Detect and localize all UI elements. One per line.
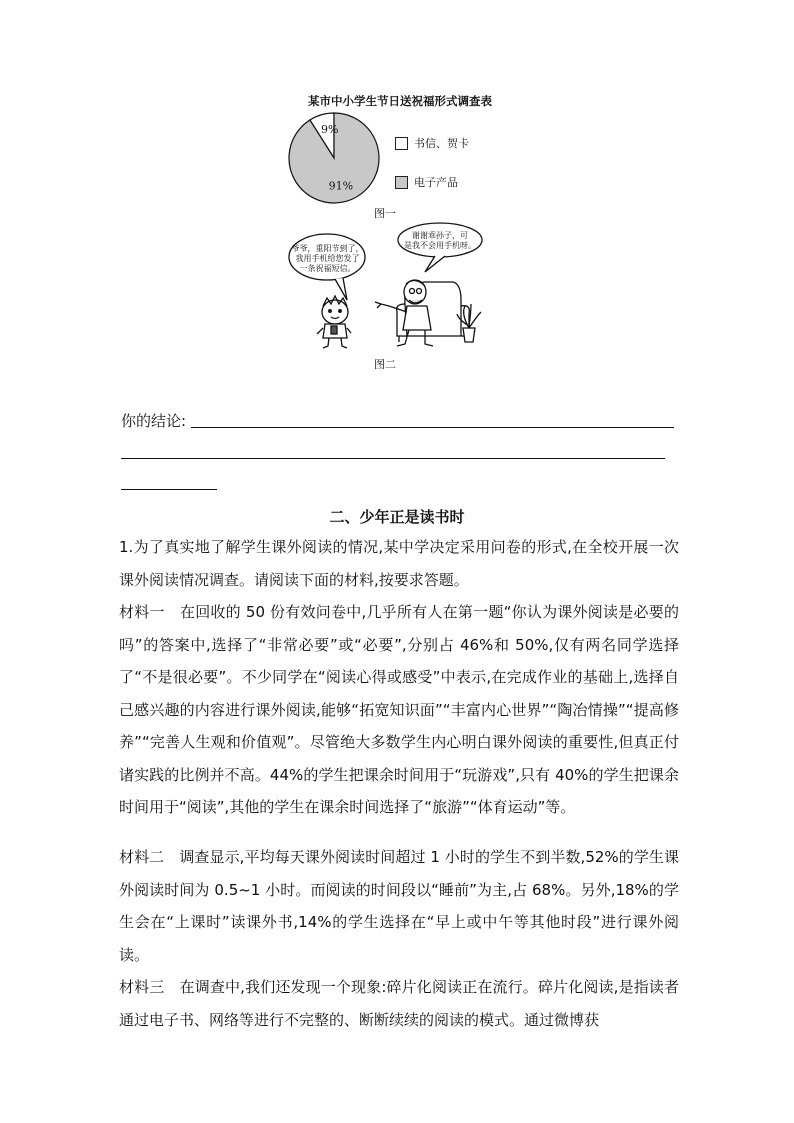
child-speech-text: 爷爷，重阳节到了， 我用手机给您发了 一条祝福短信。: [291, 244, 364, 273]
legend-swatch-letters: [395, 137, 408, 150]
child-figure: [317, 296, 351, 348]
answer-line-2[interactable]: [121, 458, 665, 459]
figure2-caption: 图二: [374, 358, 396, 371]
legend-swatch-electronic: [395, 176, 408, 189]
answer-line-1[interactable]: [191, 427, 674, 428]
pie-label-small: 9%: [320, 122, 339, 136]
grandpa-figure: [375, 280, 469, 346]
material-one: 材料一 在回收的 50 份有效问卷中,几乎所有人在第一题“你认为课外阅读是必要的吗”的答案中,选择了“非常必要”或“必要”,分别占 46%和 50%,仅有两名同学选择了“不是很必要”。不少同学在“阅读心得或感受”中表示,在完成作业的基础上,选择自己感兴趣的内容进行课外阅读,能够“拓宽知识面”“丰富内心世界”“陶冶情操”“提高修养”“完善人生观和价值观”。尽管绝大多数学生内心明白课外阅读的重要性,但真正付诸实践的比例并不高。44%的学生把课余时间用于“玩游戏”,只有 40%的学生把课余时间用于“阅读”,其他的学生在课余时间选择了“旅游”“体育运动”等。: [119, 603, 679, 816]
pie-label-large: 91%: [328, 179, 354, 193]
material-three: 材料三 在调查中,我们还发现一个现象:碎片化阅读正在流行。碎片化阅读,是指读者通过电子书、网络等进行不完整的、断断续续的阅读的模式。通过微博获: [119, 978, 679, 1029]
legend-label-letters: 书信、贺卡: [414, 137, 469, 150]
grandpa-speech-text: 谢谢乖孙子，可 是我不会用手机呀。: [404, 231, 476, 250]
answer-line-3[interactable]: [121, 489, 217, 490]
question-intro: 1.为了真实地了解学生课外阅读的情况,某中学决定采用问卷的形式,在全校开展一次课外阅读情况调查。请阅读下面的材料,按要求答题。: [119, 538, 679, 589]
conclusion-label: 你的结论:: [121, 412, 187, 430]
legend-label-electronic: 电子产品: [414, 176, 458, 189]
chart-title: 某市中小学生节日送祝福形式调查表: [308, 94, 492, 108]
figure1-caption: 图一: [374, 207, 396, 220]
section-title: 二、少年正是读书时: [329, 508, 465, 526]
material-two: 材料二 调查显示,平均每天课外阅读时间超过 1 小时的学生不到半数,52%的学生课外阅读时间为 0.5~1 小时。而阅读的时间段以“睡前”为主,占 68%。另外,18%的学生会在“上课时”读课外书,14%的学生选择在“早上或中午等其他时段”进行课外阅读。: [119, 848, 679, 964]
pie-chart: [288, 112, 380, 204]
